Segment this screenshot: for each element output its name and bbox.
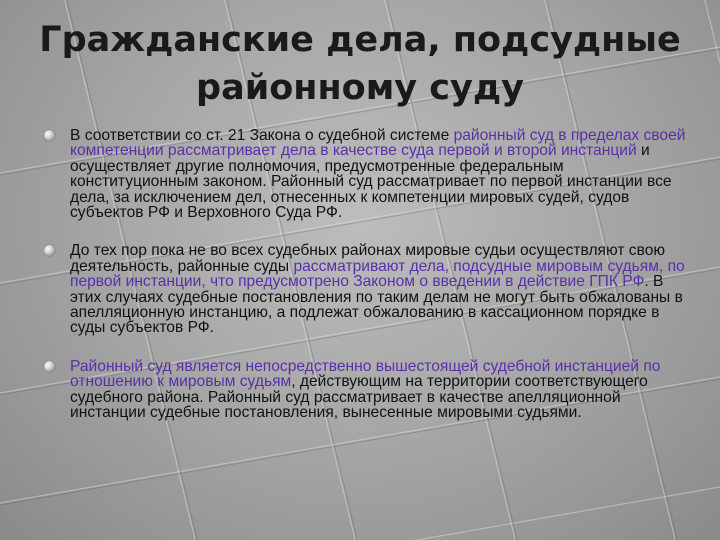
- bullet-1-text-1: В соответствии со ст. 21 Закона о судебной системе: [70, 127, 454, 144]
- bullet-2-text-1: До тех пор пока не во всех судебных районах мировые судьи осуществляют свою деятельность, районные суды: [70, 242, 666, 275]
- bullet-item-2: [46, 243, 686, 335]
- bullet-point-icon: [44, 130, 55, 141]
- bullet-1-highlight: районный суд в пределах своей компетенции рассматривает дела в качестве суда первой и второй инстанций: [70, 127, 686, 160]
- bullet-3-text-1: , действующим на территории соответствующего судебного района. Районный суд рассматривает в качестве апелляционной инстанции судебные постановления, вынесенные мировыми судьями.: [70, 373, 648, 422]
- slide-title: [20, 16, 700, 112]
- slide-title-line-2: районному суду: [196, 68, 524, 108]
- bullet-2-highlight: рассматривают дела, подсудные мировым судьям, по первой инстанции, что предусмотрено Законом о введении в действие ГПК РФ: [70, 257, 685, 291]
- bullet-item-3: [46, 359, 686, 421]
- slide-title-line-1: Гражданские дела, подсудные: [39, 20, 681, 60]
- bullet-point-icon: [44, 361, 55, 372]
- bullet-2-text-2: . В этих случаях судебные постановления по таким делам не могут быть обжалованы в апелляционную инстанцию, а подлежат обжалованию в кассационном порядке в суды субъектов РФ.: [70, 273, 683, 337]
- bullet-3-highlight: Районный суд является непосредственно вышестоящей судебной инстанцией по отношению к мировым судьям: [70, 357, 661, 391]
- bullet-1-text-2: и осуществляет другие полномочия, предусмотренные федеральным конституционным законом. Районный суд рассматривает по первой инстанции все дела, за исключением дел, отнесенных к компетенции мировых судей, судов субъектов РФ и Верховного Суда РФ.: [70, 142, 672, 222]
- bullet-point-icon: [44, 245, 55, 256]
- bullet-list: [46, 128, 686, 444]
- bullet-item-1: [46, 128, 686, 220]
